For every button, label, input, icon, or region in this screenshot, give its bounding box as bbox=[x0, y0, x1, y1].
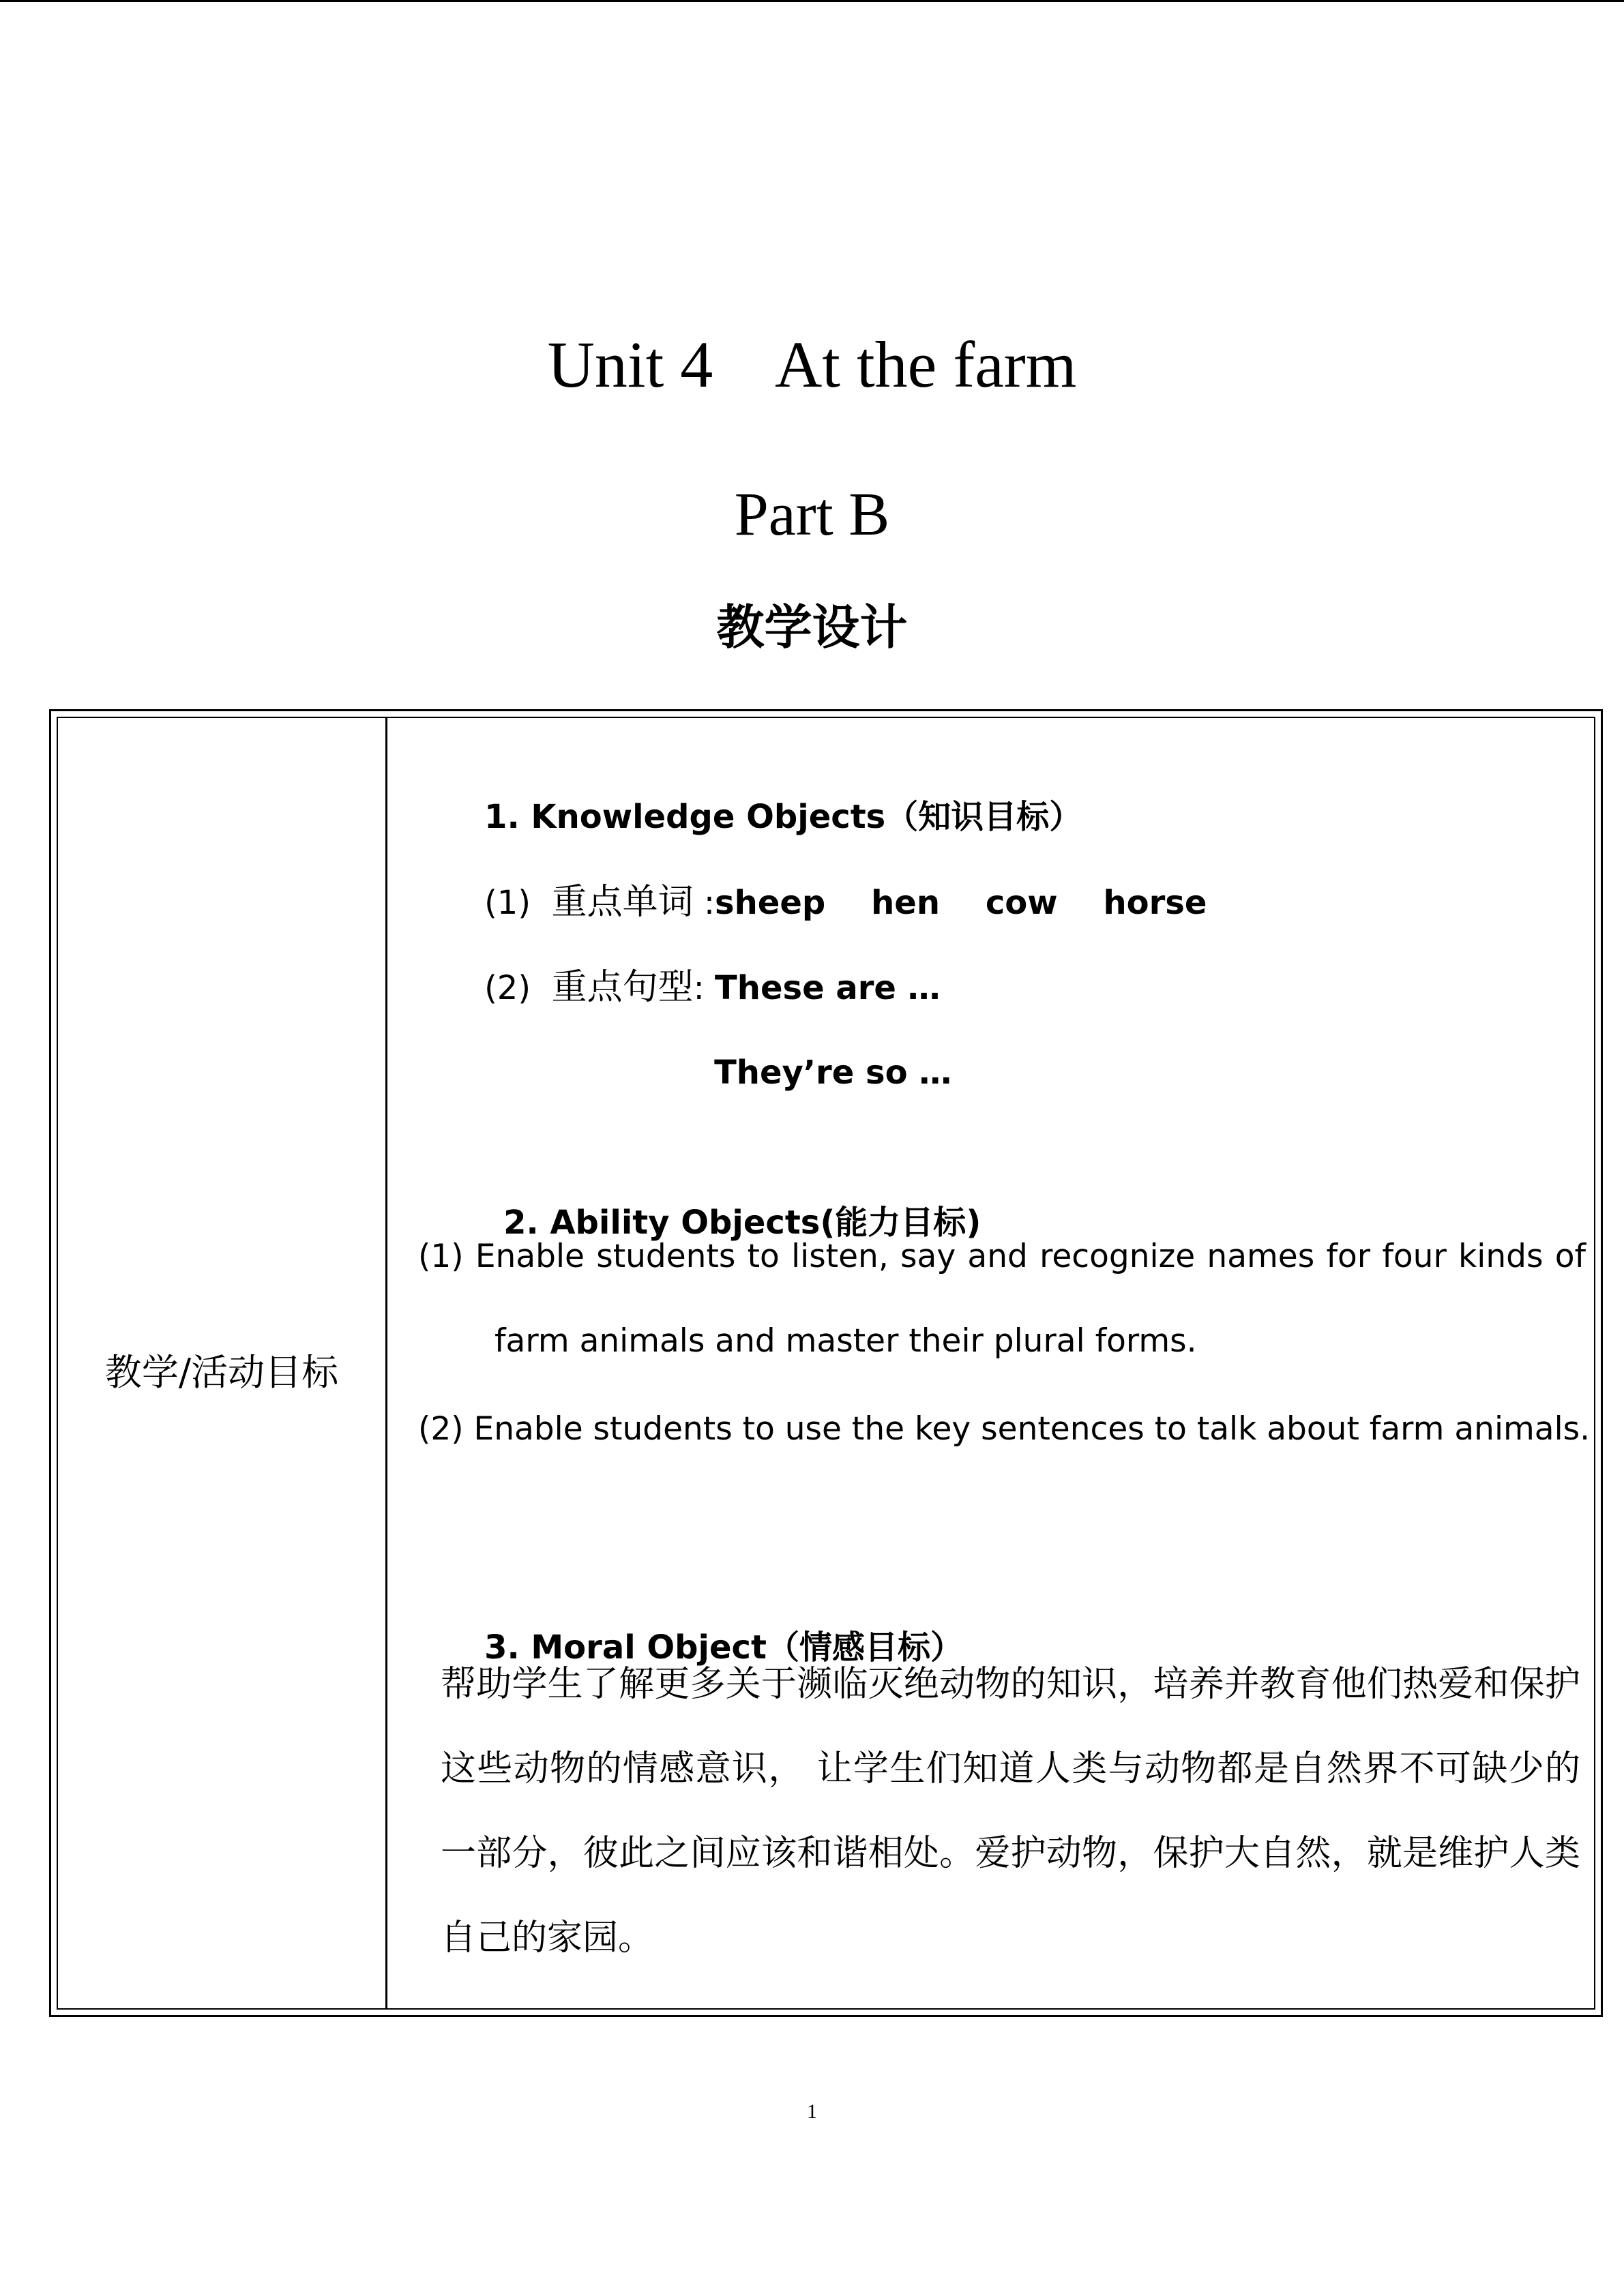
objectives-table bbox=[49, 709, 1603, 2017]
ability-heading-end: ) bbox=[966, 1204, 981, 1242]
knowledge-heading-en: 1. Knowledge Objects bbox=[484, 798, 886, 836]
ability-item-2: (2) Enable students to use the key sentences to talk about farm animals. bbox=[418, 1410, 1591, 1448]
table-inner-border bbox=[57, 717, 1595, 2010]
knowledge-item2-sep: : bbox=[693, 969, 705, 1007]
moral-heading-cn: （情感目标） bbox=[766, 1628, 963, 1667]
objectives-cell bbox=[387, 718, 1594, 2008]
top-rule bbox=[0, 0, 1624, 2]
page-number: 1 bbox=[807, 2100, 817, 2123]
knowledge-item1-num: (1) bbox=[484, 884, 531, 922]
knowledge-item1-sep: : bbox=[693, 884, 715, 922]
knowledge-item1-label: 重点单词 bbox=[551, 882, 694, 923]
moral-heading-en: 3. Moral Object bbox=[484, 1628, 767, 1667]
key-sentence-1: These are … bbox=[715, 969, 941, 1007]
ability-heading-en: 2. Ability Objects( bbox=[503, 1204, 836, 1242]
page-subtitle: Part B bbox=[734, 481, 890, 548]
knowledge-item2-label: 重点句型 bbox=[551, 967, 694, 1008]
key-words: sheep hen cow horse bbox=[715, 884, 1207, 922]
key-sentence-2-line bbox=[631, 1001, 951, 1144]
knowledge-item2-num: (2) bbox=[484, 969, 531, 1007]
ability-item-1: (1) Enable students to listen, say and recognize names for four kinds of farm animals and master their plural forms. bbox=[418, 1238, 1586, 1360]
ability-heading-cn: 能力目标 bbox=[835, 1204, 966, 1242]
moral-body: 帮助学生了解更多关于濒临灭绝动物的知识，培养并教育他们热爱和保护这些动物的情感意识， 让学生们知道人类与动物都是自然界不可缺少的一部分，彼此之间应该和谐相处。爱护动物，保护大自然，就是维护人类自己的家园。 bbox=[441, 1664, 1580, 1958]
row-label: 教学/活动目标 bbox=[104, 1351, 339, 1394]
doc-type-heading: 教学设计 bbox=[716, 599, 908, 655]
key-sentence-2: They’re so … bbox=[714, 1054, 952, 1092]
knowledge-heading-cn: （知识目标） bbox=[885, 798, 1082, 836]
page-title: Unit 4 At the farm bbox=[547, 328, 1077, 401]
